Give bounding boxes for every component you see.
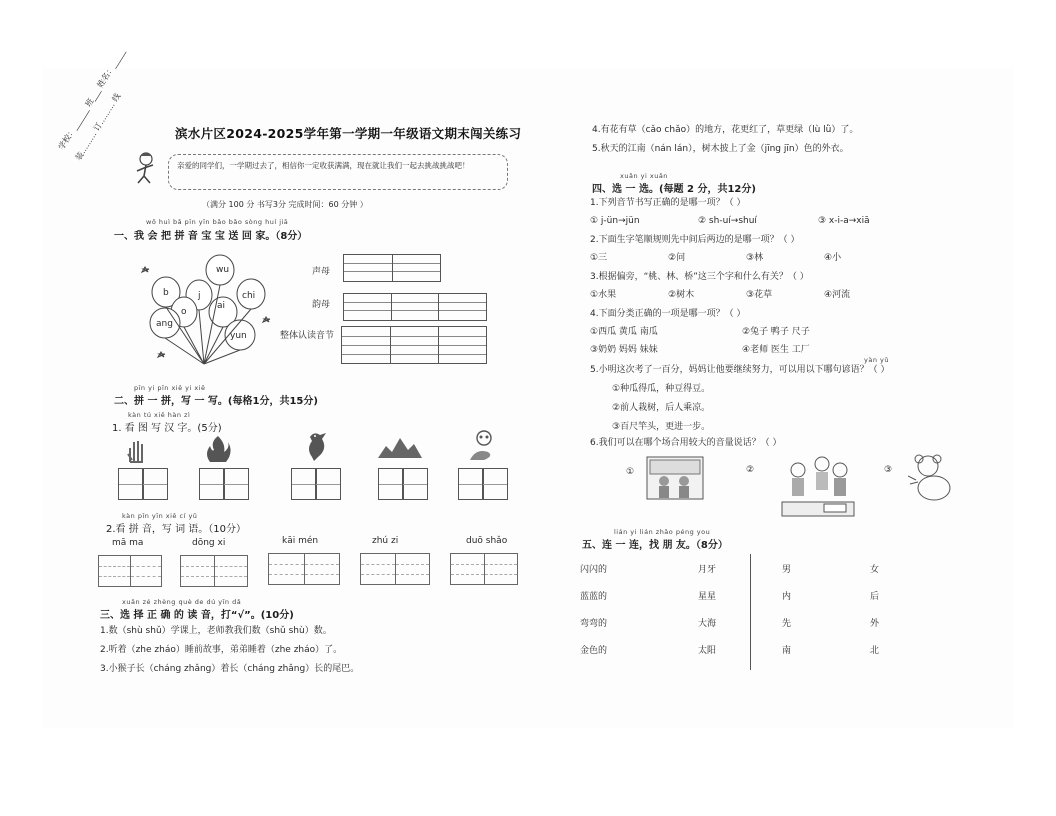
balloon-ai: ai: [217, 301, 226, 311]
scene-sleeping-baby-picture: [908, 452, 958, 506]
write-box-5b[interactable]: [482, 468, 508, 500]
word-duoshao: duō shǎo: [466, 536, 508, 546]
word-grid-5[interactable]: [450, 553, 518, 585]
bind-mark-1: 装: [73, 150, 86, 162]
word-mama: mā ma: [112, 538, 144, 548]
word-zhuzi: zhú zi: [372, 536, 399, 546]
balloon-wu: wu: [216, 265, 230, 275]
match-left-a-3[interactable]: 弯弯的: [580, 619, 608, 629]
match-left-a-1[interactable]: 闪闪的: [580, 565, 608, 575]
s3-item-3[interactable]: 3.小猴子长（cháng zhǎng）着长（cháng zhǎng）长的尾巴。: [100, 664, 360, 674]
s2-pinyin: pīn yi pīn xiě yi xiě: [134, 384, 206, 392]
s3-pinyin: xuǎn zé zhèng què de dú yīn dǎ: [122, 598, 242, 606]
s4-q4-opt2[interactable]: ②兔子 鸭子 尺子: [742, 327, 810, 337]
score-info: （满分 100 分 书写3分 完成时间：60 分钟 ）: [202, 200, 368, 209]
hand-picture-icon: [126, 438, 146, 464]
word-dongxi: dōng xi: [192, 538, 226, 548]
s4-q4-opt3[interactable]: ③奶奶 妈妈 妹妹: [590, 345, 658, 355]
scene-3-marker[interactable]: ③: [884, 465, 893, 475]
s2-q2-pinyin: kàn pīn yīn xiě cí yǔ: [122, 512, 198, 520]
match-right-b-4[interactable]: 北: [870, 646, 880, 656]
exam-title: 滨水片区2024-2025学年第一学期一年级语文期末闯关练习: [175, 126, 522, 141]
s4-q3-opt1[interactable]: ①水果: [590, 290, 617, 300]
mountain-picture-icon: [378, 434, 422, 460]
s4-q1: 1.下列音节书写正确的是哪一项？（ ）: [590, 198, 746, 208]
class-label: 班: [83, 96, 96, 109]
match-divider: [750, 554, 751, 670]
write-box-4b[interactable]: [402, 468, 428, 500]
balloons-illustration: [138, 252, 278, 372]
s3-title: 三、选 择 正 确 的 读 音，打“√”。(10分): [100, 610, 294, 621]
match-right-b-1[interactable]: 女: [870, 565, 880, 575]
s2-q2: 2.看 拼 音，写 词 语。（10分）: [106, 524, 246, 535]
s4-q5-opt1[interactable]: ①种瓜得瓜，种豆得豆。: [612, 384, 711, 394]
write-box-3a[interactable]: [291, 468, 317, 500]
balloon-b: b: [163, 288, 169, 298]
side-margin: 学校：______ 班___ 姓名：_____ 装……… 订……… 线: [56, 47, 127, 162]
s4-q1-opt3[interactable]: ③ x-i-a→xiā: [818, 216, 870, 226]
s2-q1-pinyin: kàn tú xiě hàn zì: [128, 411, 191, 419]
s4-q5-pinyin: yàn yǔ: [864, 356, 889, 364]
s1-title: 一、我 会 把 拼 音 宝 宝 送 回 家。（8分）: [114, 231, 308, 242]
match-right-a-3[interactable]: 先: [782, 619, 792, 629]
syllables-writing-grid[interactable]: [341, 326, 487, 364]
label-initials: 声母: [312, 267, 331, 277]
word-grid-2[interactable]: [180, 555, 248, 587]
s4-q3-opt2[interactable]: ②树木: [668, 290, 695, 300]
s4-q2-opt1[interactable]: ①三: [590, 253, 608, 263]
scene-1-marker[interactable]: ①: [626, 467, 635, 477]
word-kaimen: kāi mén: [282, 536, 319, 546]
s4-q3-opt4[interactable]: ④河流: [824, 290, 851, 300]
match-left-b-3[interactable]: 大海: [698, 619, 717, 629]
s2-q1: 1. 看 图 写 汉 字。(5分): [112, 423, 222, 434]
s4-pinyin: xuǎn yi xuǎn: [620, 172, 668, 180]
match-right-a-4[interactable]: 南: [782, 646, 792, 656]
s4-q2-opt2[interactable]: ②问: [668, 253, 686, 263]
label-whole-syllables: 整体认读音节: [280, 331, 335, 341]
s1-pinyin: wǒ huì bǎ pīn yīn bǎo bǎo sòng huí jiā: [146, 218, 289, 226]
notice-text: 亲爱的同学们，一学期过去了，相信你一定收获满满，现在就让我们一起去挑战挑战吧！: [177, 161, 470, 170]
s4-q4: 4.下面分类正确的一项是哪一项？（ ）: [590, 309, 746, 319]
scene-playground-picture: [778, 452, 858, 518]
s4-q4-opt1[interactable]: ①西瓜 黄瓜 南瓜: [590, 327, 658, 337]
s4-q2-opt4[interactable]: ④小: [824, 253, 842, 263]
school-label: 学校：: [56, 126, 78, 152]
scene-2-marker[interactable]: ②: [746, 465, 755, 475]
word-grid-3[interactable]: [268, 553, 340, 585]
label-finals: 韵母: [312, 300, 331, 310]
s4-q5-opt2[interactable]: ②前人栽树，后人乘凉。: [612, 403, 711, 413]
bind-mark-2: 订: [92, 121, 104, 133]
s5-title: 五、连 一 连，找 朋 友。（8分）: [582, 540, 728, 551]
write-box-4a[interactable]: [378, 468, 404, 500]
name-label: 姓名：: [95, 64, 116, 90]
write-box-1b[interactable]: [142, 468, 168, 500]
match-left-a-4[interactable]: 金色的: [580, 646, 608, 656]
word-grid-4[interactable]: [360, 553, 430, 585]
balloon-ang: ang: [156, 319, 173, 329]
match-right-a-2[interactable]: 内: [782, 592, 792, 602]
bind-mark-3: 线: [110, 91, 123, 104]
write-box-5a[interactable]: [458, 468, 484, 500]
finals-writing-grid[interactable]: [343, 293, 487, 321]
s4-q4-opt4[interactable]: ④老师 医生 工厂: [742, 345, 810, 355]
bird-picture-icon: [304, 429, 332, 463]
match-left-a-2[interactable]: 蓝蓝的: [580, 592, 608, 602]
word-grid-1[interactable]: [98, 555, 162, 587]
s3-item-5[interactable]: 5.秋天的江南（nán lán），树木披上了金（jīng jīn）色的外衣。: [592, 144, 849, 154]
match-left-b-2[interactable]: 星星: [698, 592, 717, 602]
s3-item-2[interactable]: 2.听着（zhe zháo）睡前故事，弟弟睡着（zhe zháo）了。: [100, 645, 343, 655]
s4-q3-opt3[interactable]: ③花草: [746, 290, 773, 300]
s4-title: 四、选 一 选。(每题 2 分，共12分): [592, 184, 756, 195]
s4-q5: 5.小明这次考了一百分，妈妈让他要继续努力，可以用以下哪句谚语？（ ）: [590, 365, 890, 375]
match-left-b-4[interactable]: 太阳: [698, 646, 717, 656]
balloon-o: o: [181, 307, 187, 317]
match-right-b-2[interactable]: 后: [870, 592, 880, 602]
write-box-3b[interactable]: [315, 468, 341, 500]
notice-box: [168, 154, 508, 190]
exam-sheet: [42, 47, 1014, 728]
match-left-b-1[interactable]: 月牙: [698, 565, 717, 575]
s5-pinyin: lián yi lián zhǎo péng you: [614, 528, 711, 536]
s4-q1-opt2[interactable]: ② sh-uí→shuí: [698, 216, 757, 226]
balloon-yun: yun: [230, 331, 247, 341]
fire-picture-icon: [204, 434, 232, 464]
s4-q2-opt3[interactable]: ③林: [746, 253, 764, 263]
write-box-1a[interactable]: [118, 468, 144, 500]
scene-classroom-picture: [646, 456, 704, 500]
match-right-a-1[interactable]: 男: [782, 565, 792, 575]
balloon-j: j: [198, 291, 201, 301]
s4-q3: 3.根据偏旁，“桃、林、桥”这三个字和什么有关？（ ）: [590, 272, 809, 282]
write-box-2b[interactable]: [223, 468, 249, 500]
match-right-b-3[interactable]: 外: [870, 619, 880, 629]
initials-writing-grid[interactable]: [343, 254, 441, 282]
caterpillar-picture-icon: [466, 430, 496, 464]
balloon-chi: chi: [242, 291, 256, 301]
s4-q6: 6.我们可以在哪个场合用较大的音量说话？（ ）: [590, 438, 782, 448]
s4-q5-opt3[interactable]: ③百尺竿头，更进一步。: [612, 422, 711, 432]
s3-item-1[interactable]: 1.数（shù shǔ）学课上，老师教我们数（shǔ shù）数。: [100, 626, 332, 636]
s4-q1-opt1[interactable]: ① j-ün→jün: [590, 216, 640, 226]
write-box-2a[interactable]: [199, 468, 225, 500]
student-running-icon: [130, 150, 162, 186]
s4-q2: 2.下面生字笔顺规则先中间后两边的是哪一项？（ ）: [590, 235, 800, 245]
s2-title: 二、拼 一 拼，写 一 写。(每格1分，共15分): [114, 396, 318, 407]
s3-item-4[interactable]: 4.有花有草（cǎo chǎo）的地方，花更红了，草更绿（lù lǜ）了。: [592, 125, 859, 135]
